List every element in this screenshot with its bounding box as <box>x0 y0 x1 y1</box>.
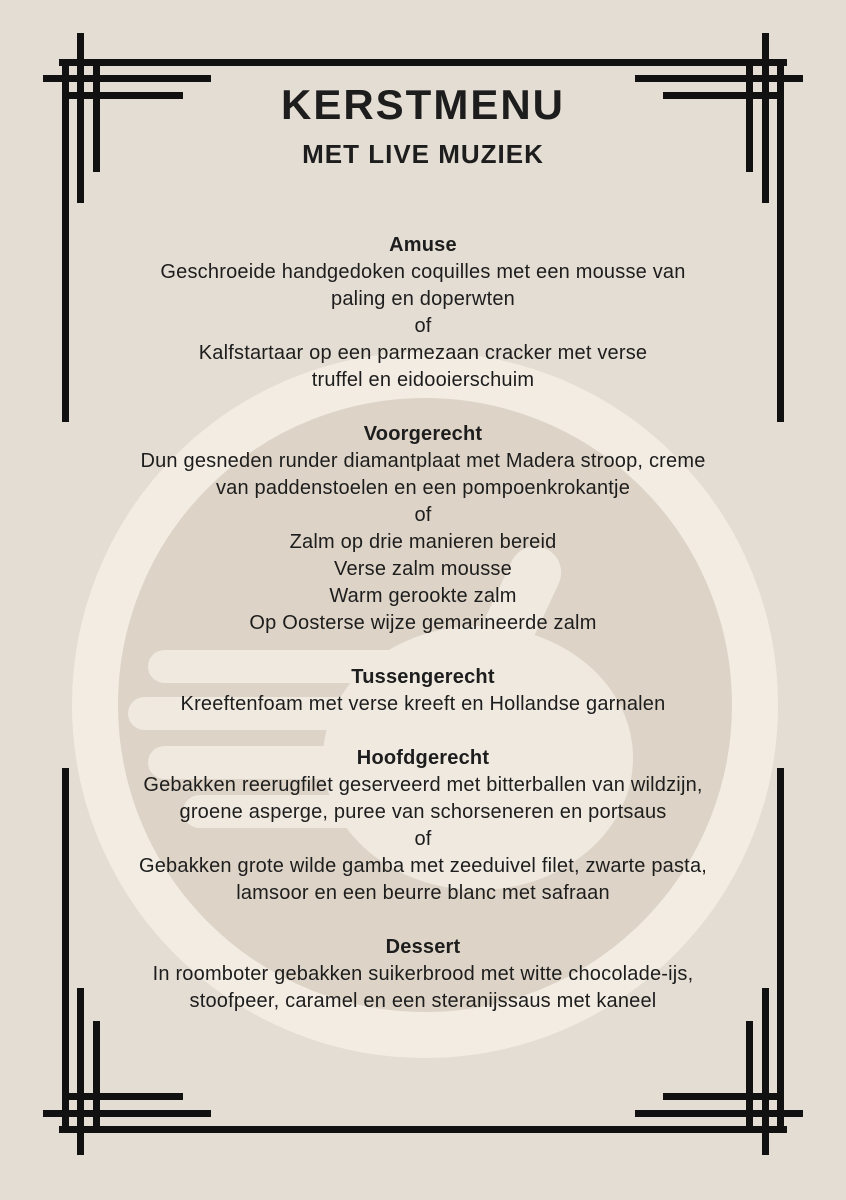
course-line: truffel en eidooierschuim <box>311 369 535 391</box>
course-line: Geschroeide handgedoken coquilles met een mousse van <box>160 261 686 283</box>
course-line: Kalfstartaar op een parmezaan cracker met verse <box>198 342 648 364</box>
course-separator: of <box>414 828 432 850</box>
course-line: lamsoor en een beurre blanc met safraan <box>236 882 610 904</box>
menu-section-voorgerecht <box>0 421 846 637</box>
course-line: Gebakken reerugfilet geserveerd met bitterballen van wildzijn, <box>143 774 703 796</box>
course-heading: Voorgerecht <box>363 423 483 445</box>
course-line: Kreeftenfoam met verse kreeft en Hollandse garnalen <box>180 693 666 715</box>
course-line: groene asperge, puree van schorseneren en portsaus <box>179 801 667 823</box>
course-line: paling en doperwten <box>331 288 515 310</box>
course-line: Warm gerookte zalm <box>329 585 517 607</box>
menu-body <box>0 232 846 1015</box>
page-title: KERSTMENU <box>280 81 565 128</box>
course-separator: of <box>414 315 432 337</box>
page-subtitle: MET LIVE MUZIEK <box>302 139 544 169</box>
course-heading: Dessert <box>385 936 461 958</box>
course-line: van paddenstoelen en een pompoenkrokantje <box>215 477 631 499</box>
course-line: In roomboter gebakken suikerbrood met witte chocolade-ijs, <box>152 963 694 985</box>
menu-section-tussengerecht <box>0 664 846 718</box>
course-heading: Amuse <box>389 234 457 256</box>
menu-section-hoofdgerecht <box>0 745 846 907</box>
course-heading: Hoofdgerecht <box>356 747 490 769</box>
course-line: Op Oosterse wijze gemarineerde zalm <box>249 612 597 634</box>
menu-header <box>0 82 846 170</box>
course-separator: of <box>414 504 432 526</box>
course-line: Dun gesneden runder diamantplaat met Madera stroop, creme <box>140 450 706 472</box>
menu-section-dessert <box>0 934 846 1015</box>
course-line: Gebakken grote wilde gamba met zeeduivel filet, zwarte pasta, <box>138 855 708 877</box>
course-line: stoofpeer, caramel en een steranijssaus met kaneel <box>189 990 657 1012</box>
course-line: Verse zalm mousse <box>334 558 512 580</box>
course-line: Zalm op drie manieren bereid <box>289 531 557 553</box>
menu-section-amuse <box>0 232 846 394</box>
course-heading: Tussengerecht <box>351 666 495 688</box>
